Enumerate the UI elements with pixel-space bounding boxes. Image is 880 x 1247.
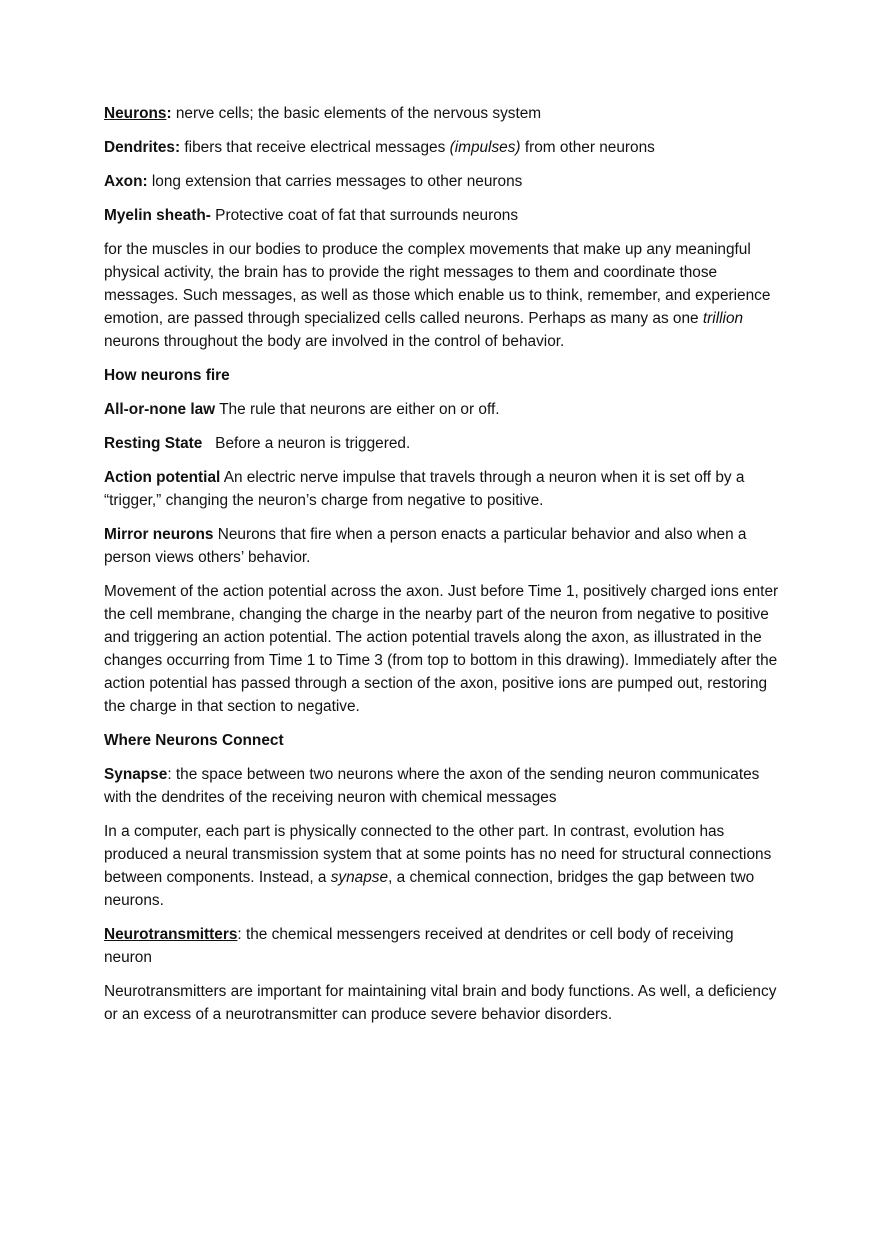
term-resting-state: Resting State	[104, 435, 203, 452]
heading-how-neurons-fire-text: How neurons fire	[104, 367, 230, 384]
definition-mirror-neurons-text: Neurons that fire when a person enacts a particular behavior and also when a person views others’ behavior.	[104, 526, 747, 566]
definition-myelin-text: Protective coat of fat that surrounds neurons	[210, 207, 519, 224]
computer-paragraph	[104, 820, 784, 912]
definition-myelin	[104, 204, 784, 227]
heading-where-neurons-connect	[104, 729, 784, 752]
term-mirror-neurons: Mirror neurons	[104, 526, 214, 543]
document-page	[104, 102, 784, 1037]
definition-action-potential	[104, 466, 784, 512]
heading-how-neurons-fire	[104, 364, 784, 387]
definition-neurotransmitters	[104, 923, 784, 969]
term-myelin: Myelin sheath-	[104, 207, 211, 224]
closing-paragraph: Neurotransmitters are important for maintaining vital brain and body functions. As well, a deficiency or an excess of a neurotransmitter can produce severe behavior disorders.	[104, 983, 777, 1023]
computer-text-a: In a computer, each part is physically connected to the other part. In contrast, evolution has produced a neural transmission system that at some points has no need for structural connections between components. Instead, a	[104, 823, 772, 886]
definition-all-or-none-text: The rule that neurons are either on or off.	[215, 401, 500, 418]
heading-where-neurons-connect-text: Where Neurons Connect	[104, 732, 284, 749]
definition-neurons	[104, 102, 784, 125]
definition-dendrites-text-a: fibers that receive electrical messages	[180, 139, 450, 156]
definition-mirror-neurons	[104, 523, 784, 569]
definition-dendrites-text-b: from other neurons	[520, 139, 655, 156]
computer-italic: synapse	[330, 869, 389, 886]
definition-synapse-text: : the space between two neurons where the axon of the sending neuron communicates with the dendrites of the receiving neuron with chemical messages	[104, 766, 760, 806]
intro-text-b: neurons throughout the body are involved in the control of behavior.	[104, 333, 565, 350]
term-neurons-sep: :	[166, 105, 172, 122]
term-neurons: Neurons	[104, 105, 167, 122]
definition-all-or-none	[104, 398, 784, 421]
term-synapse: Synapse	[104, 766, 168, 783]
definition-neurotransmitters-text: : the chemical messengers received at dendrites or cell body of receiving neuron	[104, 926, 734, 966]
definition-dendrites	[104, 136, 784, 159]
intro-italic: trillion	[702, 310, 744, 327]
definition-axon-text: long extension that carries messages to other neurons	[147, 173, 523, 190]
term-axon: Axon:	[104, 173, 148, 190]
definition-action-potential-text: An electric nerve impulse that travels through a neuron when it is set off by a “trigger,” changing the neuron’s charge from negative to positive.	[104, 469, 745, 509]
definition-dendrites-italic: (impulses)	[449, 139, 521, 156]
definition-resting-state-text: Before a neuron is triggered.	[202, 435, 411, 452]
term-neurotransmitters: Neurotransmitters	[104, 926, 238, 943]
movement-paragraph: Movement of the action potential across the axon. Just before Time 1, positively charged ions enter the cell membrane, changing the charge in the nearby part of the neuron from negative to positive and triggering an action potential. The action potential travels along the axon, as illustrated in the changes occurring from Time 1 to Time 3 (from top to bottom in this drawing). Immediately after the action potential has passed through a section of the axon, positive ions are pumped out, restoring the charge in that section to negative.	[104, 583, 779, 715]
definition-resting-state	[104, 432, 784, 455]
definition-synapse	[104, 763, 784, 809]
term-all-or-none: All-or-none law	[104, 401, 216, 418]
term-dendrites: Dendrites:	[104, 139, 181, 156]
computer-text-b: , a chemical connection, bridges the gap between two neurons.	[104, 869, 755, 909]
definition-axon	[104, 170, 784, 193]
intro-paragraph	[104, 238, 784, 353]
intro-text-a: for the muscles in our bodies to produce the complex movements that make up any meaningful physical activity, the brain has to provide the right messages to them and coordinate those messages. Such messages, as well as those which enable us to think, remember, and experience emotion, are passed through specialized cells called neurons. Perhaps as many as one	[104, 241, 771, 327]
term-action-potential: Action potential	[104, 469, 221, 486]
definition-neurons-text: nerve cells; the basic elements of the nervous system	[171, 105, 542, 122]
